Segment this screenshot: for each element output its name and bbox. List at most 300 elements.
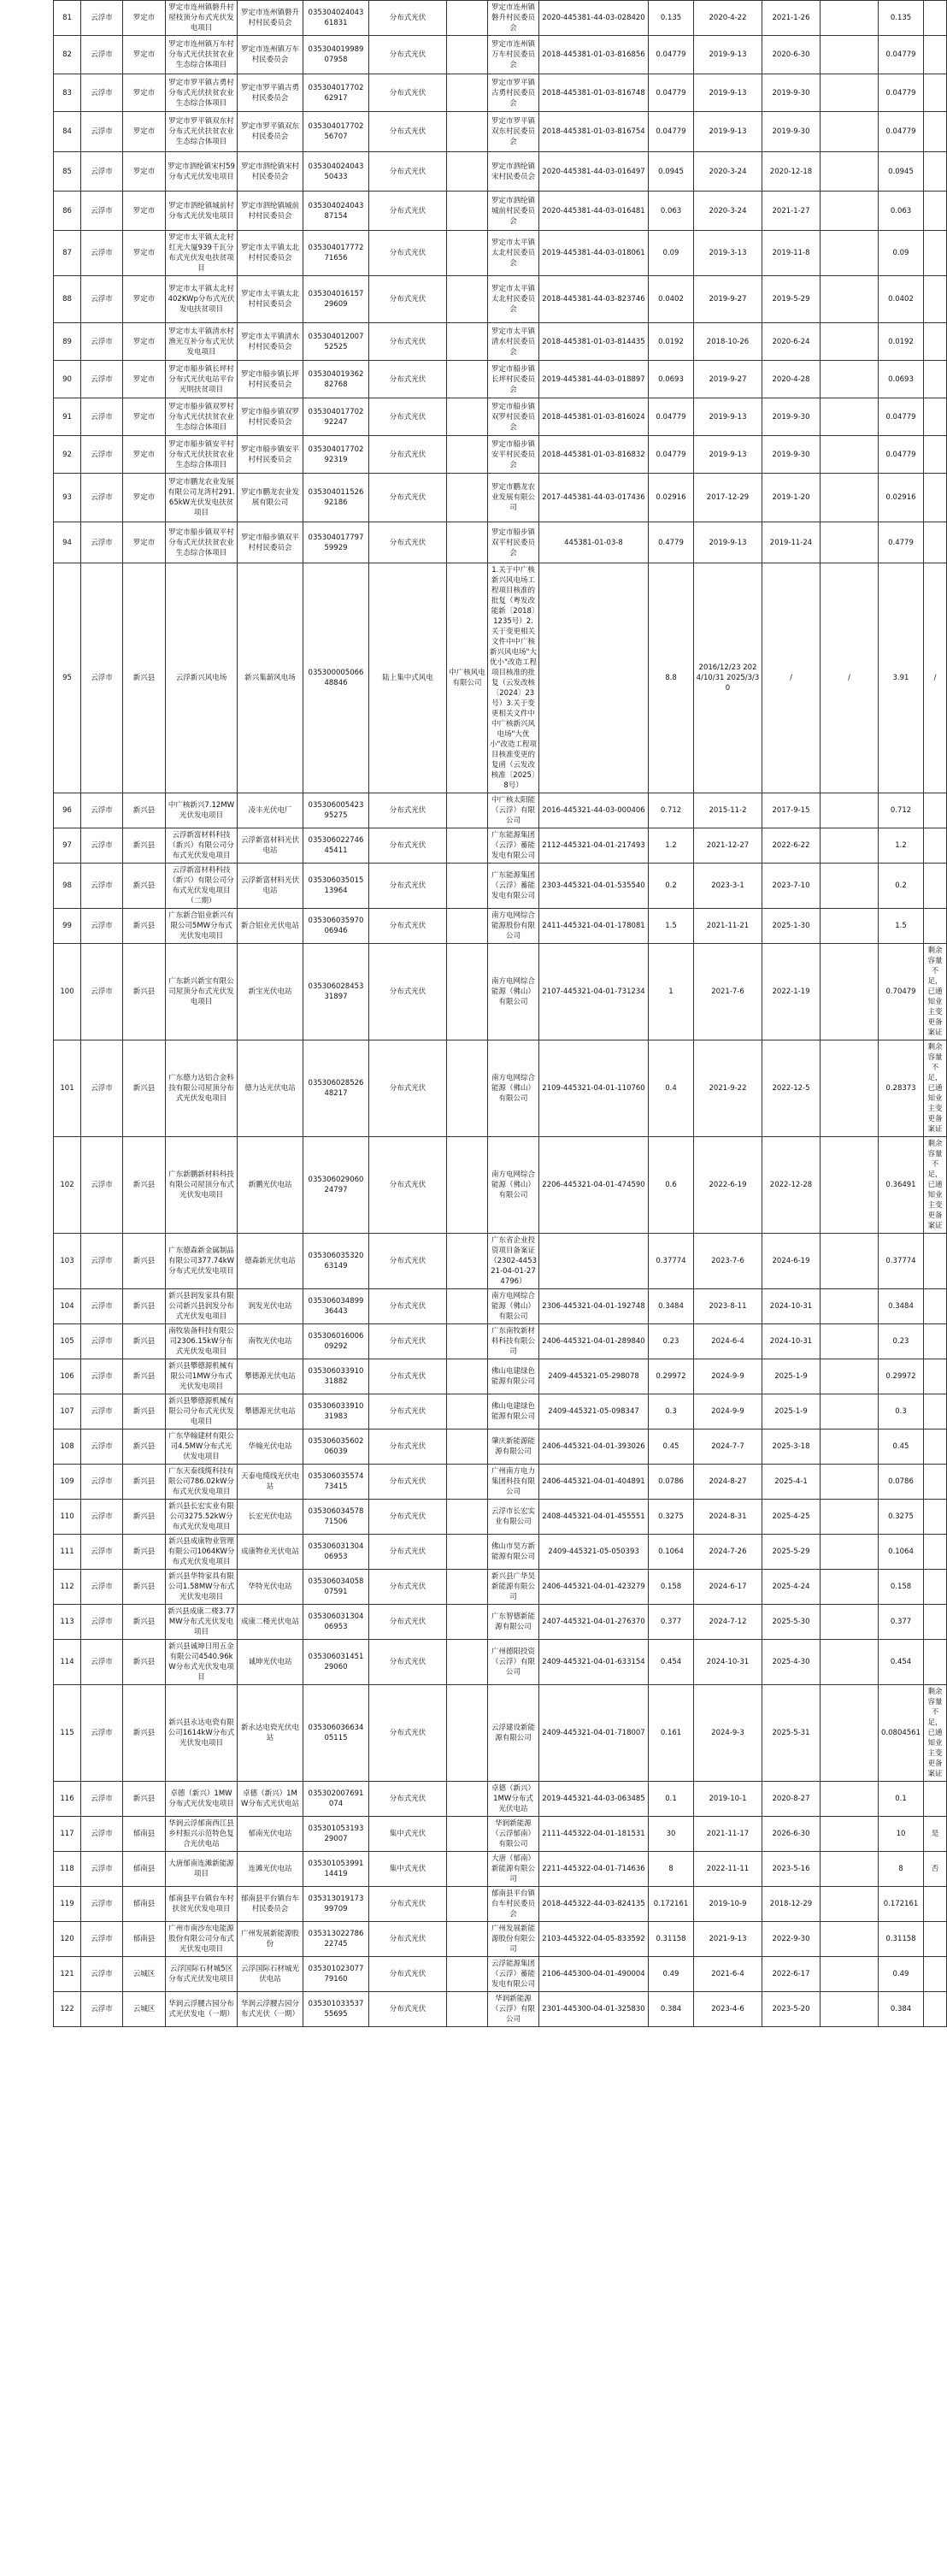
table-row xyxy=(54,1359,947,1394)
registration-code-cell: 035306029060 24797 xyxy=(303,1137,369,1234)
row-number: 83 xyxy=(54,74,81,112)
registration-code-cell: 035301053991 14419 xyxy=(303,1852,369,1887)
grid-date-cell: 2023-5-20 xyxy=(762,1992,821,2027)
project-name-cell: 中广核新兴7.12MW光伏发电项目 xyxy=(166,793,238,828)
grid-date-cell: 2025-4-24 xyxy=(762,1570,821,1605)
record-code-cell: 2111-445322-04-01-181531 xyxy=(539,1817,649,1852)
county-cell: 新兴县 xyxy=(123,909,166,944)
row-number: 97 xyxy=(54,828,81,864)
row-number: 119 xyxy=(54,1887,81,1922)
capacity-cell: 0.29972 xyxy=(649,1359,694,1394)
station-name-cell: 罗定市连州镇磐升村村民委员会 xyxy=(238,1,303,36)
city-cell: 云浮市 xyxy=(81,1289,123,1324)
remark-cell xyxy=(924,1570,947,1605)
grid-capacity-cell: 0.0192 xyxy=(879,323,924,361)
grid-date-cell: 2020-6-30 xyxy=(762,36,821,74)
grid-capacity-cell: 0.135 xyxy=(879,1,924,36)
county-cell: 新兴县 xyxy=(123,1782,166,1817)
table-row xyxy=(54,74,947,112)
station-name-cell: 凌丰光伏电厂 xyxy=(238,793,303,828)
project-name-cell: 新兴县攀德源机械有限公司1MW分布式光伏发电项目 xyxy=(166,1359,238,1394)
station-name-cell: 郁南光伏电站 xyxy=(238,1817,303,1852)
record-code-cell: 2406-445321-04-01-423279 xyxy=(539,1570,649,1605)
station-name-cell: 罗定市罗平镇双东村民委员会 xyxy=(238,112,303,152)
capacity-cell: 0.37774 xyxy=(649,1234,694,1289)
station-name-cell: 广州发展新能源股份 xyxy=(238,1922,303,1957)
station-name-cell: 罗定市太平镇清水村村民委员会 xyxy=(238,323,303,361)
registration-code-cell: 035304024043 61831 xyxy=(303,1,369,36)
project-type-cell: 分布式光伏 xyxy=(369,1465,447,1500)
grid-capacity-cell: 0.063 xyxy=(879,192,924,231)
grid-date-cell: 2024-10-31 xyxy=(762,1289,821,1324)
county-cell: 罗定市 xyxy=(123,192,166,231)
grid-capacity-cell: 0.02916 xyxy=(879,474,924,522)
station-name-cell: 连滩光伏电站 xyxy=(238,1852,303,1887)
county-cell: 罗定市 xyxy=(123,36,166,74)
project-name-cell: 罗定市船步镇双罗村分布式光伏扶贫农业生态综合体项目 xyxy=(166,398,238,436)
registration-code-cell: 035304024043 50433 xyxy=(303,152,369,192)
remark-cell xyxy=(924,436,947,474)
row-number: 104 xyxy=(54,1289,81,1324)
start-date-cell: 2024-6-17 xyxy=(694,1570,762,1605)
end-date-cell xyxy=(821,1957,879,1992)
table-row xyxy=(54,909,947,944)
county-cell: 郁南县 xyxy=(123,1852,166,1887)
remark-cell xyxy=(924,323,947,361)
start-date-cell: 2019-10-9 xyxy=(694,1887,762,1922)
grid-capacity-cell: 0.36491 xyxy=(879,1137,924,1234)
record-code-cell: 2018-445381-01-03-816856 xyxy=(539,36,649,74)
investor-cell xyxy=(447,1817,488,1852)
investor-cell xyxy=(447,793,488,828)
table-row xyxy=(54,152,947,192)
end-date-cell xyxy=(821,112,879,152)
investor-cell xyxy=(447,231,488,276)
approval-cell: 罗定市太平镇太北村民委员会 xyxy=(488,276,539,323)
capacity-cell: 0.3275 xyxy=(649,1500,694,1535)
record-code-cell: 2303-445321-04-01-535540 xyxy=(539,864,649,909)
table-row xyxy=(54,944,947,1040)
row-number: 102 xyxy=(54,1137,81,1234)
table-row xyxy=(54,276,947,323)
grid-date-cell: 2025-5-31 xyxy=(762,1685,821,1782)
remark-cell xyxy=(924,1535,947,1570)
project-name-cell: 罗定市太平镇太北村红光大厦939千瓦分布式光伏发电扶贫项目 xyxy=(166,231,238,276)
end-date-cell xyxy=(821,1640,879,1685)
row-number: 101 xyxy=(54,1040,81,1137)
grid-capacity-cell: 0.1 xyxy=(879,1782,924,1817)
project-name-cell: 新兴县成康物业管理有限公司1064KW分布式光伏发电项目 xyxy=(166,1535,238,1570)
county-cell: 罗定市 xyxy=(123,323,166,361)
grid-date-cell: 2025-4-25 xyxy=(762,1500,821,1535)
city-cell: 云浮市 xyxy=(81,1535,123,1570)
end-date-cell xyxy=(821,1605,879,1640)
end-date-cell xyxy=(821,1324,879,1359)
registration-code-cell: 035306036634 05115 xyxy=(303,1685,369,1782)
remark-cell xyxy=(924,1465,947,1500)
capacity-cell: 0.454 xyxy=(649,1640,694,1685)
capacity-cell: 0.172161 xyxy=(649,1887,694,1922)
county-cell: 新兴县 xyxy=(123,1535,166,1570)
remark-cell xyxy=(924,828,947,864)
start-date-cell: 2019-3-13 xyxy=(694,231,762,276)
county-cell: 新兴县 xyxy=(123,1234,166,1289)
remark-cell xyxy=(924,276,947,323)
approval-cell: 佛山市昊方新能源有限公司 xyxy=(488,1535,539,1570)
project-name-cell: 罗定市太平镇清水村渔光互补分布式光伏发电项目 xyxy=(166,323,238,361)
project-name-cell: 云浮新富材料科技（新兴）有限公司分布式光伏发电项目 xyxy=(166,828,238,864)
remark-cell xyxy=(924,1429,947,1465)
remark-cell: 剩余容量不足，已通知业主变更备案证 xyxy=(924,1685,947,1782)
record-code-cell: 2407-445321-04-01-276370 xyxy=(539,1605,649,1640)
table-row xyxy=(54,36,947,74)
start-date-cell: 2024-7-26 xyxy=(694,1535,762,1570)
row-number: 121 xyxy=(54,1957,81,1992)
row-number: 103 xyxy=(54,1234,81,1289)
remark-cell xyxy=(924,74,947,112)
table-row xyxy=(54,1922,947,1957)
project-type-cell: 分布式光伏 xyxy=(369,1040,447,1137)
start-date-cell: 2024-8-27 xyxy=(694,1465,762,1500)
project-name-cell: 广东德力达铝合金科技有限公司屋顶分布式光伏发电项目 xyxy=(166,1040,238,1137)
registration-code-cell: 035306035574 73415 xyxy=(303,1465,369,1500)
project-name-cell: 大唐郁南连滩新能源项目 xyxy=(166,1852,238,1887)
station-name-cell: 成康物业光伏电站 xyxy=(238,1535,303,1570)
capacity-cell: 0.3 xyxy=(649,1394,694,1429)
end-date-cell xyxy=(821,1,879,36)
city-cell: 云浮市 xyxy=(81,231,123,276)
city-cell: 云浮市 xyxy=(81,1500,123,1535)
table-row xyxy=(54,1,947,36)
table-row xyxy=(54,1887,947,1922)
remark-cell: 剩余容量不足，已通知业主变更备案证 xyxy=(924,1137,947,1234)
registration-code-cell: 035306035970 06946 xyxy=(303,909,369,944)
end-date-cell: / xyxy=(821,563,879,793)
approval-cell: 卓德（新兴）1MW分布式光伏电站 xyxy=(488,1782,539,1817)
grid-capacity-cell: 0.4779 xyxy=(879,522,924,563)
row-number: 82 xyxy=(54,36,81,74)
end-date-cell xyxy=(821,1429,879,1465)
city-cell: 云浮市 xyxy=(81,1040,123,1137)
grid-date-cell: 2022-12-5 xyxy=(762,1040,821,1137)
remark-cell xyxy=(924,1992,947,2027)
record-code-cell: 2206-445321-04-01-474590 xyxy=(539,1137,649,1234)
capacity-cell: 1.2 xyxy=(649,828,694,864)
city-cell: 云浮市 xyxy=(81,1605,123,1640)
station-name-cell: 华特光伏电站 xyxy=(238,1570,303,1605)
capacity-cell: 0.161 xyxy=(649,1685,694,1782)
record-code-cell: 445381-01-03-8 xyxy=(539,522,649,563)
row-number: 94 xyxy=(54,522,81,563)
grid-date-cell: 2026-6-30 xyxy=(762,1817,821,1852)
grid-date-cell: 2020-8-27 xyxy=(762,1782,821,1817)
project-type-cell: 分布式光伏 xyxy=(369,864,447,909)
project-type-cell: 分布式光伏 xyxy=(369,152,447,192)
registration-code-cell: 035306016006 09292 xyxy=(303,1324,369,1359)
approval-cell: 广东能源集团（云浮）蓄能发电有限公司 xyxy=(488,828,539,864)
table-row xyxy=(54,1782,947,1817)
county-cell: 新兴县 xyxy=(123,864,166,909)
remark-cell: 剩余容量不足，已通知业主变更备案证 xyxy=(924,944,947,1040)
grid-date-cell: 2017-9-15 xyxy=(762,793,821,828)
remark-cell xyxy=(924,36,947,74)
capacity-cell: 8.8 xyxy=(649,563,694,793)
city-cell: 云浮市 xyxy=(81,563,123,793)
registration-code-cell: 035306028526 48217 xyxy=(303,1040,369,1137)
city-cell: 云浮市 xyxy=(81,436,123,474)
record-code-cell: 2409-445321-04-01-633154 xyxy=(539,1640,649,1685)
investor-cell xyxy=(447,909,488,944)
table-row xyxy=(54,1640,947,1685)
row-number: 110 xyxy=(54,1500,81,1535)
capacity-cell: 30 xyxy=(649,1817,694,1852)
end-date-cell xyxy=(821,192,879,231)
end-date-cell xyxy=(821,944,879,1040)
record-code-cell: 2018-445381-44-03-823746 xyxy=(539,276,649,323)
county-cell: 新兴县 xyxy=(123,793,166,828)
project-name-cell: 南牧装备科技有限公司2306.15kW分布式光伏发电项目 xyxy=(166,1324,238,1359)
approval-cell: 罗定市船步镇长坪村民委员会 xyxy=(488,361,539,398)
approval-cell: 华润新能源（云浮郁南）有限公司 xyxy=(488,1817,539,1852)
station-name-cell: 卓德（新兴）1MW分布式光伏电站 xyxy=(238,1782,303,1817)
project-name-cell: 新兴县诚坤日用五金有限公司4540.96kW分布式光伏发电项目 xyxy=(166,1640,238,1685)
capacity-cell: 8 xyxy=(649,1852,694,1887)
county-cell: 新兴县 xyxy=(123,1429,166,1465)
project-name-cell: 罗定市船步镇双平村分布式光伏扶贫农业生态综合体项目 xyxy=(166,522,238,563)
grid-capacity-cell: 0.04779 xyxy=(879,436,924,474)
registration-code-cell: 035306035602 06039 xyxy=(303,1429,369,1465)
grid-date-cell: 2022-9-30 xyxy=(762,1922,821,1957)
registration-code-cell: 035306033910 31983 xyxy=(303,1394,369,1429)
investor-cell xyxy=(447,436,488,474)
grid-date-cell: 2023-5-16 xyxy=(762,1852,821,1887)
grid-capacity-cell: 0.37774 xyxy=(879,1234,924,1289)
end-date-cell xyxy=(821,1535,879,1570)
remark-cell xyxy=(924,192,947,231)
end-date-cell xyxy=(821,474,879,522)
remark-cell: 是 xyxy=(924,1817,947,1852)
remark-cell xyxy=(924,1289,947,1324)
grid-date-cell: 2025-4-1 xyxy=(762,1465,821,1500)
start-date-cell: 2019-10-1 xyxy=(694,1782,762,1817)
project-name-cell: 广东华翰建材有限公司4.5MW分布式光伏发电项目 xyxy=(166,1429,238,1465)
table-row xyxy=(54,1605,947,1640)
investor-cell xyxy=(447,1685,488,1782)
project-type-cell: 分布式光伏 xyxy=(369,474,447,522)
end-date-cell xyxy=(821,1500,879,1535)
registration-code-cell: 035306031304 06953 xyxy=(303,1535,369,1570)
record-code-cell xyxy=(539,563,649,793)
station-name-cell: 新鹏光伏电站 xyxy=(238,1137,303,1234)
project-type-cell: 分布式光伏 xyxy=(369,1324,447,1359)
capacity-cell: 0.0192 xyxy=(649,323,694,361)
grid-capacity-cell: 0.0693 xyxy=(879,361,924,398)
registration-code-cell: 035302007691 074 xyxy=(303,1782,369,1817)
remark-cell xyxy=(924,231,947,276)
project-name-cell: 罗定市船步镇长坪村分布式光伏电站平台光明扶贫项目 xyxy=(166,361,238,398)
approval-cell: 罗定市泗纶镇城前村民委员会 xyxy=(488,192,539,231)
grid-capacity-cell: 0.384 xyxy=(879,1992,924,2027)
row-number: 81 xyxy=(54,1,81,36)
capacity-cell: 0.04779 xyxy=(649,436,694,474)
grid-capacity-cell: 0.454 xyxy=(879,1640,924,1685)
table-row xyxy=(54,1137,947,1234)
capacity-cell: 0.0402 xyxy=(649,276,694,323)
investor-cell xyxy=(447,1852,488,1887)
investor-cell xyxy=(447,864,488,909)
approval-cell: 南方电网综合能源（佛山）有限公司 xyxy=(488,944,539,1040)
remark-cell xyxy=(924,1640,947,1685)
record-code-cell: 2018-445381-01-03-816748 xyxy=(539,74,649,112)
investor-cell xyxy=(447,1605,488,1640)
record-code-cell: 2018-445381-01-03-814435 xyxy=(539,323,649,361)
city-cell: 云浮市 xyxy=(81,1359,123,1394)
registration-code-cell: 035306035320 63149 xyxy=(303,1234,369,1289)
approval-cell: 云浮能源集团（云浮）蓄能发电有限公司 xyxy=(488,1957,539,1992)
investor-cell xyxy=(447,112,488,152)
row-number: 122 xyxy=(54,1992,81,2027)
table-row xyxy=(54,398,947,436)
end-date-cell xyxy=(821,1137,879,1234)
grid-capacity-cell: 0.3484 xyxy=(879,1289,924,1324)
record-code-cell: 2107-445321-04-01-731234 xyxy=(539,944,649,1040)
capacity-cell: 0.04779 xyxy=(649,398,694,436)
approval-cell: 罗定市鹏龙农业发展有限公司 xyxy=(488,474,539,522)
station-name-cell: 罗定市太平镇太北村村民委员会 xyxy=(238,276,303,323)
grid-date-cell: 2022-6-17 xyxy=(762,1957,821,1992)
station-name-cell: 德力达光伏电站 xyxy=(238,1040,303,1137)
investor-cell xyxy=(447,1535,488,1570)
row-number: 98 xyxy=(54,864,81,909)
project-type-cell: 分布式光伏 xyxy=(369,1394,447,1429)
row-number: 96 xyxy=(54,793,81,828)
row-number: 109 xyxy=(54,1465,81,1500)
registration-code-cell: 035306005423 95275 xyxy=(303,793,369,828)
grid-capacity-cell: 0.28373 xyxy=(879,1040,924,1137)
county-cell: 罗定市 xyxy=(123,522,166,563)
grid-date-cell: 2022-1-19 xyxy=(762,944,821,1040)
city-cell: 云浮市 xyxy=(81,909,123,944)
grid-date-cell: 2019-9-30 xyxy=(762,74,821,112)
investor-cell xyxy=(447,74,488,112)
capacity-cell: 0.384 xyxy=(649,1992,694,2027)
remark-cell xyxy=(924,1887,947,1922)
start-date-cell: 2024-9-3 xyxy=(694,1685,762,1782)
station-name-cell: 新兴集薪风电场 xyxy=(238,563,303,793)
start-date-cell: 2019-9-13 xyxy=(694,36,762,74)
end-date-cell xyxy=(821,1782,879,1817)
capacity-cell: 0.45 xyxy=(649,1429,694,1465)
end-date-cell xyxy=(821,1887,879,1922)
station-name-cell: 长宏光伏电站 xyxy=(238,1500,303,1535)
investor-cell xyxy=(447,361,488,398)
registration-code-cell: 035301023077 79160 xyxy=(303,1957,369,1992)
approval-cell: 新兴县广华昊新能源有限公司 xyxy=(488,1570,539,1605)
city-cell: 云浮市 xyxy=(81,152,123,192)
city-cell: 云浮市 xyxy=(81,1394,123,1429)
record-code-cell: 2020-445381-44-03-016481 xyxy=(539,192,649,231)
registration-code-cell: 035306031451 29060 xyxy=(303,1640,369,1685)
start-date-cell: 2021-6-4 xyxy=(694,1957,762,1992)
grid-date-cell: 2025-4-30 xyxy=(762,1640,821,1685)
approval-cell: 罗定市船步镇双平村民委员会 xyxy=(488,522,539,563)
table-row xyxy=(54,231,947,276)
county-cell: 新兴县 xyxy=(123,1500,166,1535)
station-name-cell: 云浮新富材料光伏电站 xyxy=(238,864,303,909)
record-code-cell: 2109-445321-04-01-110760 xyxy=(539,1040,649,1137)
investor-cell xyxy=(447,1992,488,2027)
start-date-cell: 2019-9-27 xyxy=(694,276,762,323)
project-type-cell: 分布式光伏 xyxy=(369,1234,447,1289)
county-cell: 新兴县 xyxy=(123,1570,166,1605)
remark-cell xyxy=(924,152,947,192)
city-cell: 云浮市 xyxy=(81,1922,123,1957)
investor-cell xyxy=(447,323,488,361)
city-cell: 云浮市 xyxy=(81,522,123,563)
investor-cell xyxy=(447,1957,488,1992)
county-cell: 罗定市 xyxy=(123,276,166,323)
record-code-cell: 2020-445381-44-03-016497 xyxy=(539,152,649,192)
county-cell: 罗定市 xyxy=(123,361,166,398)
start-date-cell: 2023-4-6 xyxy=(694,1992,762,2027)
registration-code-cell: 035306034058 07591 xyxy=(303,1570,369,1605)
start-date-cell: 2024-10-31 xyxy=(694,1640,762,1685)
record-code-cell: 2406-445321-04-01-289840 xyxy=(539,1324,649,1359)
approval-cell: 罗定市船步镇安平村民委员会 xyxy=(488,436,539,474)
capacity-cell: 0.4779 xyxy=(649,522,694,563)
project-name-cell: 新兴县永达电瓷有限公司1614kW分布式光伏发电项目 xyxy=(166,1685,238,1782)
grid-date-cell: 2019-9-30 xyxy=(762,112,821,152)
grid-date-cell: 2025-5-29 xyxy=(762,1535,821,1570)
end-date-cell xyxy=(821,522,879,563)
station-name-cell: 罗定市鹏龙农业发展有限公司 xyxy=(238,474,303,522)
row-number: 117 xyxy=(54,1817,81,1852)
end-date-cell xyxy=(821,1289,879,1324)
county-cell: 郁南县 xyxy=(123,1817,166,1852)
city-cell: 云浮市 xyxy=(81,1,123,36)
grid-capacity-cell: 0.45 xyxy=(879,1429,924,1465)
record-code-cell: 2018-445381-01-03-816754 xyxy=(539,112,649,152)
project-name-cell: 广东德森新金属制品有限公司377.74kW分布式光伏发电项目 xyxy=(166,1234,238,1289)
project-name-cell: 云浮国际石材城5区分布式光伏发电项目 xyxy=(166,1957,238,1992)
project-type-cell: 分布式光伏 xyxy=(369,276,447,323)
approval-cell: 云浮建设新能源有限公司 xyxy=(488,1685,539,1782)
investor-cell xyxy=(447,1570,488,1605)
grid-date-cell: 2019-11-24 xyxy=(762,522,821,563)
registration-code-cell: 035313019173 99709 xyxy=(303,1887,369,1922)
remark-cell xyxy=(924,1359,947,1394)
grid-date-cell: 2023-7-10 xyxy=(762,864,821,909)
table-row xyxy=(54,1394,947,1429)
end-date-cell xyxy=(821,793,879,828)
station-name-cell: 新合铝业光伏电站 xyxy=(238,909,303,944)
city-cell: 云浮市 xyxy=(81,1137,123,1234)
grid-date-cell: 2020-12-18 xyxy=(762,152,821,192)
city-cell: 云浮市 xyxy=(81,1957,123,1992)
table-row xyxy=(54,1957,947,1992)
city-cell: 云浮市 xyxy=(81,361,123,398)
station-name-cell: 罗定市太平镇太北村村民委员会 xyxy=(238,231,303,276)
investor-cell xyxy=(447,1429,488,1465)
approval-cell: 广东南牧新材料科技有限公司 xyxy=(488,1324,539,1359)
end-date-cell xyxy=(821,864,879,909)
station-name-cell: 诚坤光伏电站 xyxy=(238,1640,303,1685)
city-cell: 云浮市 xyxy=(81,1887,123,1922)
approval-cell: 南方电网综合能源（佛山）有限公司 xyxy=(488,1289,539,1324)
row-number: 116 xyxy=(54,1782,81,1817)
station-name-cell: 新永达电瓷光伏电站 xyxy=(238,1685,303,1782)
investor-cell xyxy=(447,1137,488,1234)
